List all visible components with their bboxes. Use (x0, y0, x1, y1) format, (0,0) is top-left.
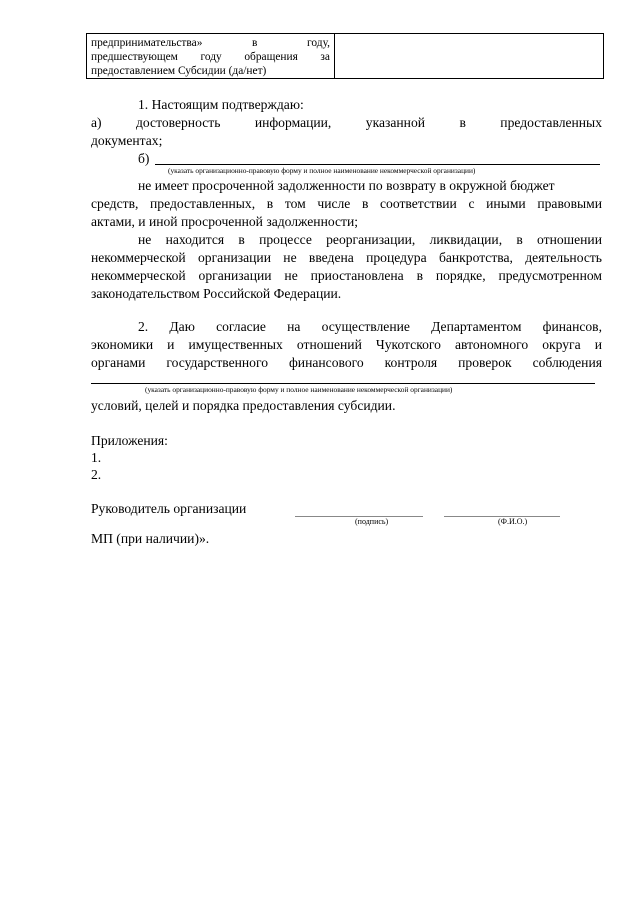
org-name-underline-2 (91, 383, 595, 384)
attachment-item-2: 2. (91, 467, 102, 482)
section1-heading: 1. Настоящим подтверждаю: (138, 97, 304, 112)
debt-line3: актами, и иной просроченной задолженности; (91, 214, 359, 229)
table-cell-criterion (87, 34, 335, 78)
org-name-hint-2: (указать организационно-правовую форму и полное наименование некоммерческой организации) (145, 385, 453, 394)
reorg-line1: не находится в процессе реорганизации, ликвидации, в отношении (138, 232, 602, 247)
item-b-prefix: б) (138, 151, 150, 166)
table-cell-line: предшествующем году обращения за (91, 51, 330, 63)
table-fragment (86, 33, 604, 79)
section2-line1: 2. Даю согласие на осуществление Департаментом финансов, (138, 319, 602, 334)
table-cell-line: предпринимательства» в году, (91, 37, 330, 49)
section2-line4: условий, целей и порядка предоставления субсидии. (91, 398, 396, 413)
attachments-heading: Приложения: (91, 433, 168, 448)
debt-line2: средств, предоставленных, в том числе в соответствии с иными правовыми (91, 196, 602, 211)
section2-line2: экономики и имущественных отношений Чукотского автономного округа и (91, 337, 602, 352)
table-cell-line: предоставлением Субсидии (да/нет) (91, 65, 267, 77)
head-label: Руководитель организации (91, 501, 247, 516)
org-name-underline (155, 164, 600, 165)
org-name-hint: (указать организационно-правовую форму и полное наименование некоммерческой организации) (168, 166, 476, 175)
fio-hint: (Ф.И.О.) (498, 517, 528, 526)
section2-line3: органами государственного финансового контроля проверок соблюдения (91, 355, 602, 370)
debt-line1: не имеет просроченной задолженности по возврату в окружной бюджет (138, 178, 555, 193)
reorg-line3: некоммерческой организации не приостановлена в порядке, предусмотренном (91, 268, 602, 283)
reorg-line4: законодательством Российской Федерации. (91, 286, 342, 301)
attachment-item-1: 1. (91, 450, 102, 465)
reorg-line2: некоммерческой организации не введена процедура банкротства, деятельность (91, 250, 602, 265)
stamp-label: МП (при наличии)». (91, 531, 210, 546)
item-a-line2: документах; (91, 133, 163, 148)
table-cell-value (335, 34, 603, 78)
item-a-line1: а) достоверность информации, указанной в предоставленных (91, 115, 602, 130)
signature-hint: (подпись) (355, 517, 389, 526)
